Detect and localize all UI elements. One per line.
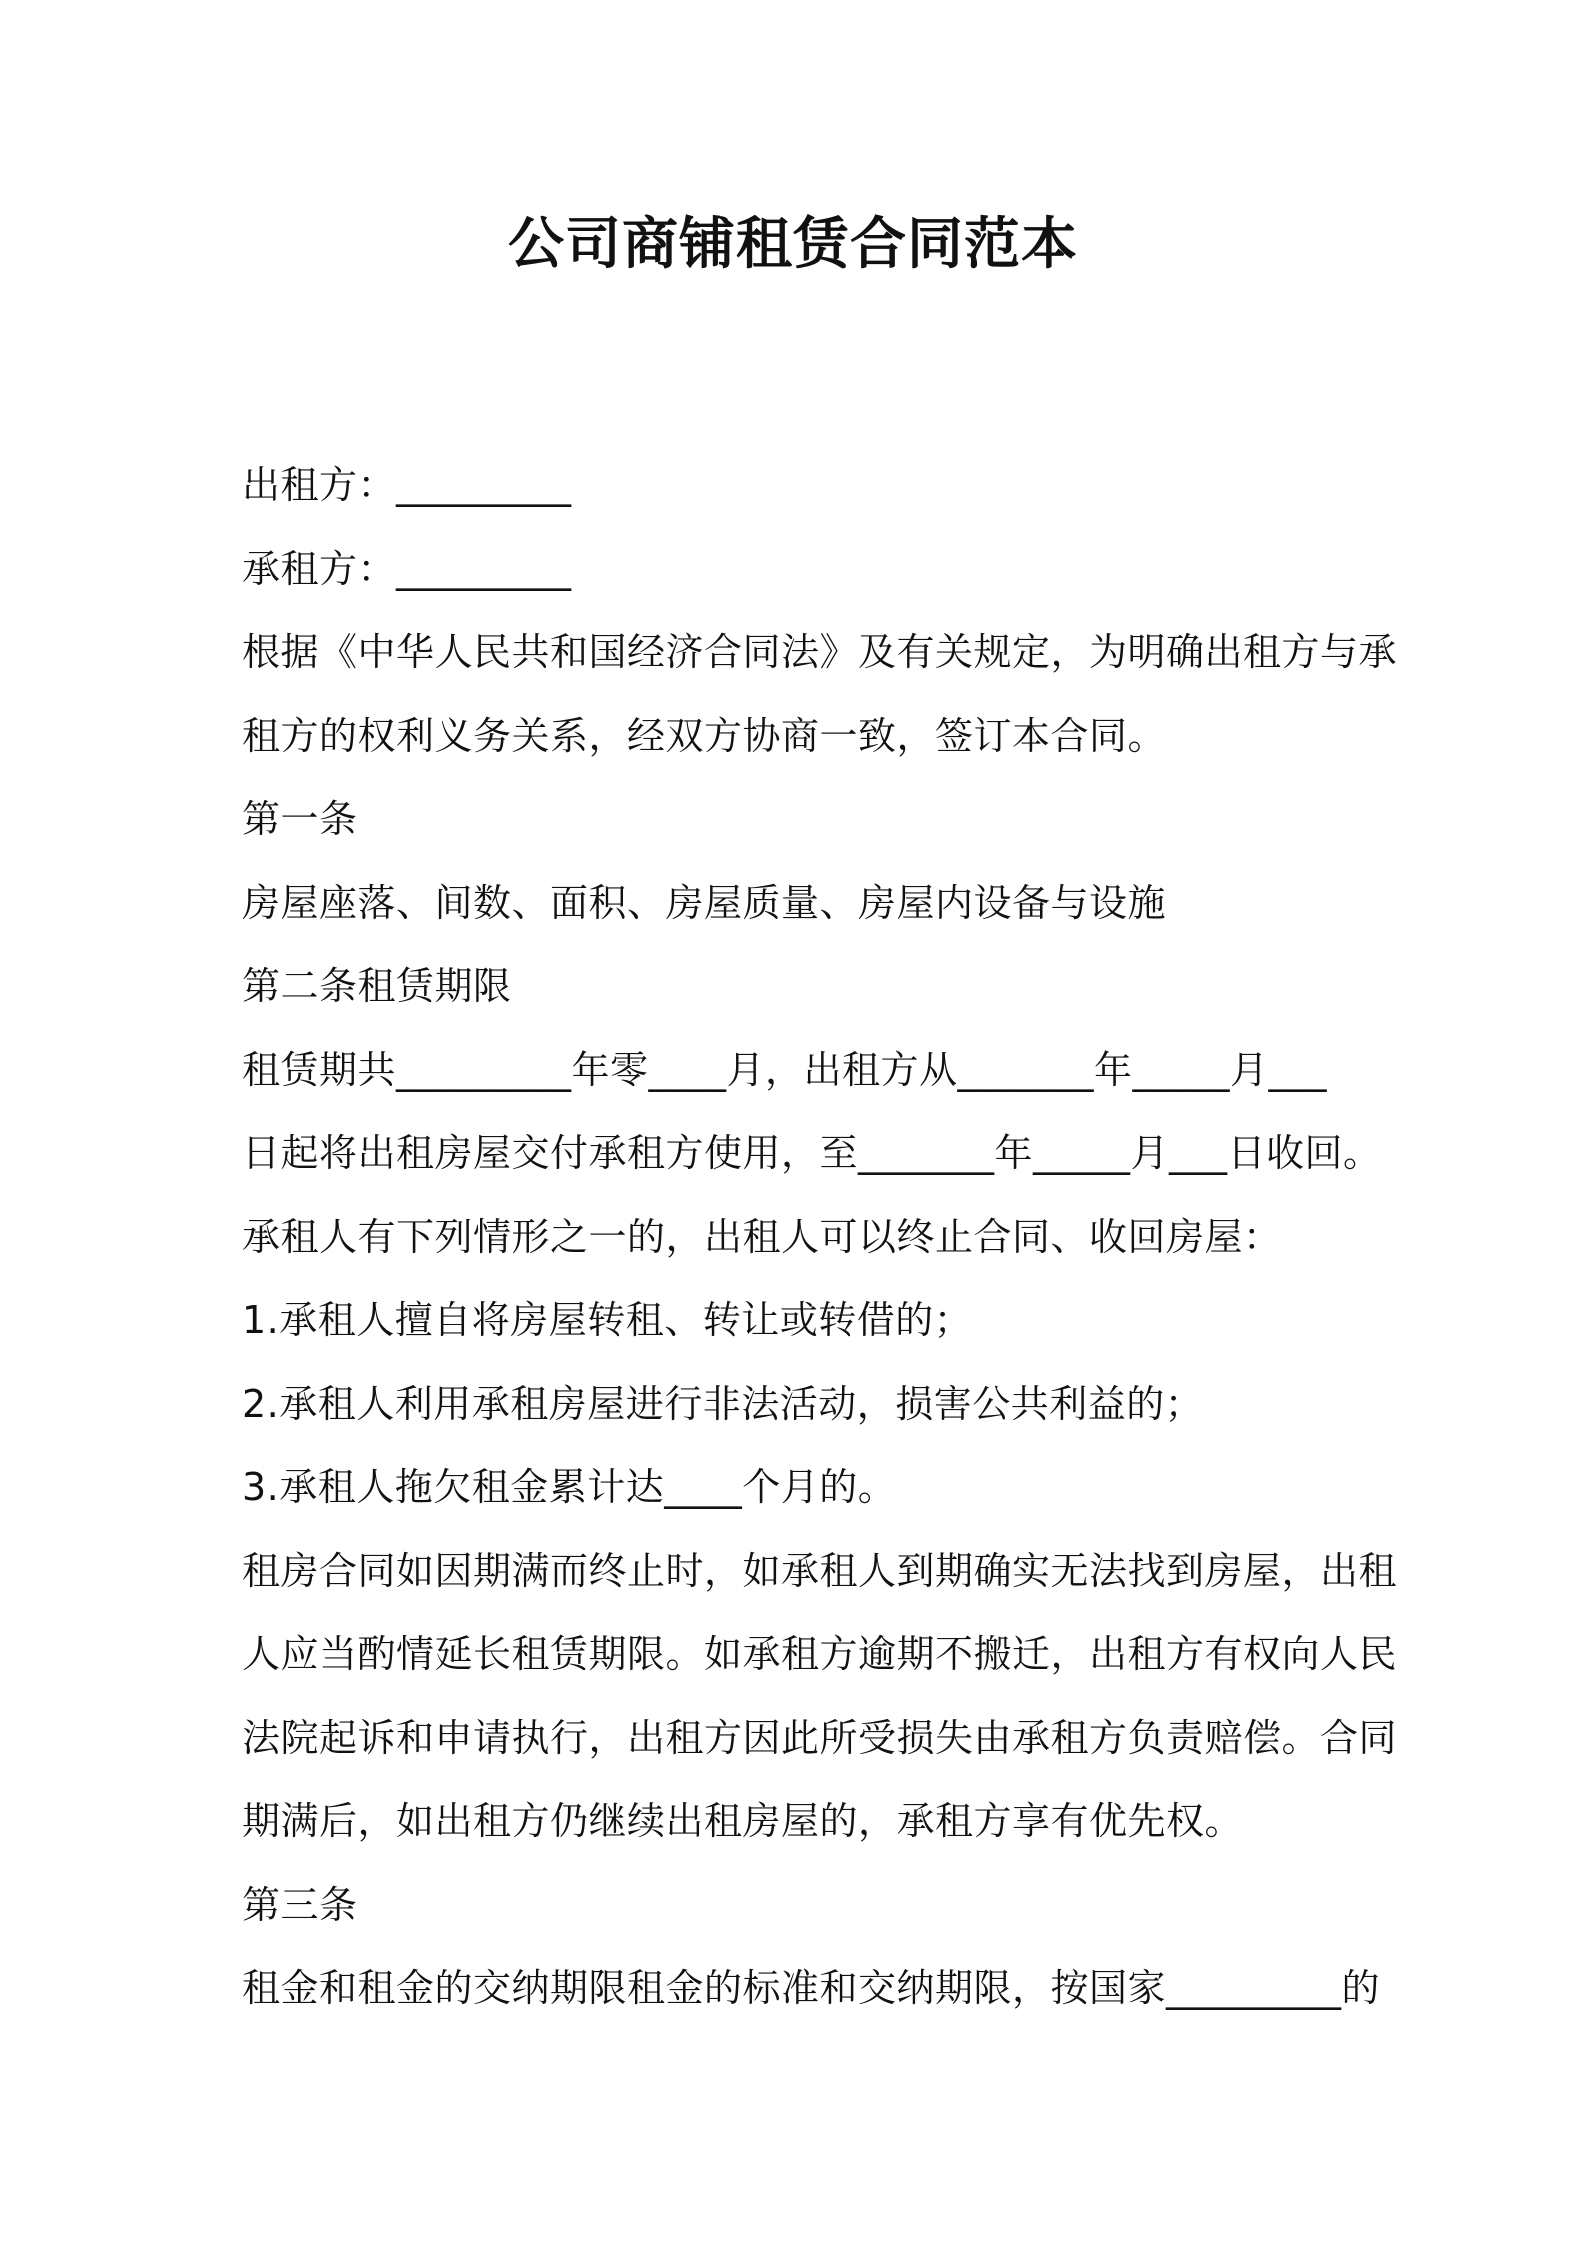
article-text: 租赁期共_________年零____月，出租方从_______年_____月___	[242, 1047, 1328, 1092]
list-item: 1.承租人擅自将房屋转租、转让或转借的；	[242, 1298, 973, 1342]
article-text: 租金和租金的交纳期限租金的标准和交纳期限，按国家_________的	[242, 1966, 1381, 2010]
article-heading: 第三条	[242, 1882, 358, 1927]
article-text: 房屋座落、间数、面积、房屋质量、房屋内设备与设施	[242, 880, 1167, 925]
list-item: 3.承租人拖欠租金累计达____个月的。	[242, 1465, 897, 1509]
article-text: 法院起诉和申请执行，出租方因此所受损失由承租方负责赔偿。合同	[242, 1715, 1398, 1760]
lessor-field: 出租方：_________	[242, 463, 572, 507]
article-text: 人应当酌情延长租赁期限。如承租方逾期不搬迁，出租方有权向人民	[242, 1632, 1398, 1676]
lessee-field: 承租方：_________	[242, 546, 572, 591]
article-text: 期满后，如出租方仍继续出租房屋的，承租方享有优先权。	[242, 1799, 1244, 1843]
article-heading: 第二条租赁期限	[242, 964, 512, 1008]
document-body	[242, 444, 1398, 2031]
list-item: 2.承租人利用承租房屋进行非法活动，损害公共利益的；	[242, 1381, 1204, 1426]
document-title: 公司商铺租赁合同范本	[508, 212, 1078, 277]
article-text: 租房合同如因期满而终止时，如承租人到期确实无法找到房屋，出租	[242, 1548, 1398, 1593]
preamble-line: 租方的权利义务关系，经双方协商一致，签订本合同。	[242, 713, 1167, 758]
article-heading: 第一条	[242, 797, 358, 841]
article-text: 承租人有下列情形之一的，出租人可以终止合同、收回房屋：	[242, 1214, 1282, 1259]
preamble-line: 根据《中华人民共和国经济合同法》及有关规定，为明确出租方与承	[242, 630, 1398, 674]
article-text: 日起将出租房屋交付承租方使用，至_______年_____月___日收回。	[242, 1131, 1382, 1175]
